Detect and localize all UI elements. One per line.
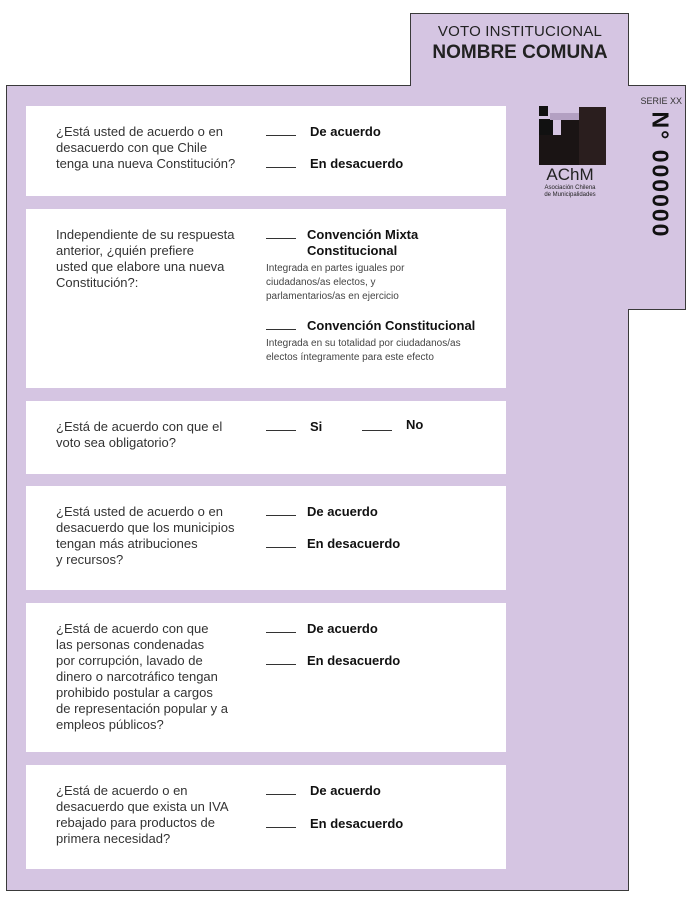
option-label: En desacuerdo — [310, 816, 404, 831]
outline-top-left — [6, 85, 411, 86]
option-label: En desacuerdo — [310, 156, 404, 171]
answer-blank[interactable] — [266, 664, 296, 665]
question-card — [26, 765, 506, 869]
question-text: ¿Está de acuerdo con que las personas condenadas por corrupción, lavado de dinero o narcotráfico tengan prohibido postular a cargos de representación popular y a empleos públicos? — [56, 621, 229, 732]
ballot-title: VOTO INSTITUCIONAL — [437, 23, 603, 40]
serial-number: N° 000000 — [647, 111, 674, 239]
answer-blank[interactable] — [266, 827, 296, 828]
question-card — [26, 603, 506, 752]
answer-blank[interactable] — [266, 794, 296, 795]
option-label: No — [406, 417, 424, 432]
answer-blank[interactable] — [266, 547, 296, 548]
outline-strip-right — [685, 85, 686, 310]
outline-top-right — [628, 85, 686, 86]
answer-blank[interactable] — [266, 167, 296, 168]
answer-blank[interactable] — [266, 515, 296, 516]
option-label: Convención Mixta Constitucional — [307, 227, 419, 258]
question-text: Independiente de su respuesta anterior, ¿quién prefiere usted que elabore una nueva Constitución?: — [56, 227, 235, 290]
logo-subtitle: Asociación Chilena de Municipalidades — [544, 185, 596, 198]
question-text: ¿Está de acuerdo con que el voto sea obligatorio? — [56, 419, 223, 450]
option-description: Integrada en partes iguales por ciudadanos/as electos, y parlamentarios/as en ejercicio — [266, 263, 405, 302]
outline-tab-left — [410, 13, 411, 86]
option-description: Integrada en su totalidad por ciudadanos/as electos íntegramente para este efecto — [266, 338, 461, 363]
achm-logo-icon — [536, 103, 606, 165]
question-card — [26, 106, 506, 196]
outline-left — [6, 85, 7, 891]
serie-label: SERIE XX — [640, 96, 682, 106]
answer-blank[interactable] — [266, 238, 296, 239]
outline-strip-bottom — [628, 309, 686, 310]
option-label: De acuerdo — [310, 783, 381, 798]
option-label: De acuerdo — [310, 124, 381, 139]
commune-name: NOMBRE COMUNA — [432, 42, 608, 63]
answer-blank[interactable] — [362, 430, 392, 431]
option-label: De acuerdo — [307, 504, 378, 519]
outline-right — [628, 309, 629, 891]
question-card — [26, 401, 506, 474]
question-card — [26, 486, 506, 590]
question-text: ¿Está usted de acuerdo o en desacuerdo que los municipios tengan más atribuciones y recursos? — [56, 504, 235, 567]
question-text: ¿Está de acuerdo o en desacuerdo que exista un IVA rebajado para productos de primera necesidad? — [56, 783, 229, 846]
option-label: De acuerdo — [307, 621, 378, 636]
outline-tab-top — [410, 13, 629, 14]
answer-blank[interactable] — [266, 135, 296, 136]
logo-wordmark: AChM — [546, 165, 594, 184]
outline-bottom — [6, 890, 629, 891]
outline-tab-right — [628, 13, 629, 86]
question-text: ¿Está usted de acuerdo o en desacuerdo con que Chile tenga una nueva Constitución? — [56, 124, 236, 171]
answer-blank[interactable] — [266, 430, 296, 431]
option-label: En desacuerdo — [307, 653, 401, 668]
achm-logo — [522, 103, 618, 203]
option-label: En desacuerdo — [307, 536, 401, 551]
question-card — [26, 209, 506, 388]
option-label: Convención Constitucional — [307, 318, 476, 333]
answer-blank[interactable] — [266, 632, 296, 633]
option-label: Si — [310, 419, 323, 434]
answer-blank[interactable] — [266, 329, 296, 330]
